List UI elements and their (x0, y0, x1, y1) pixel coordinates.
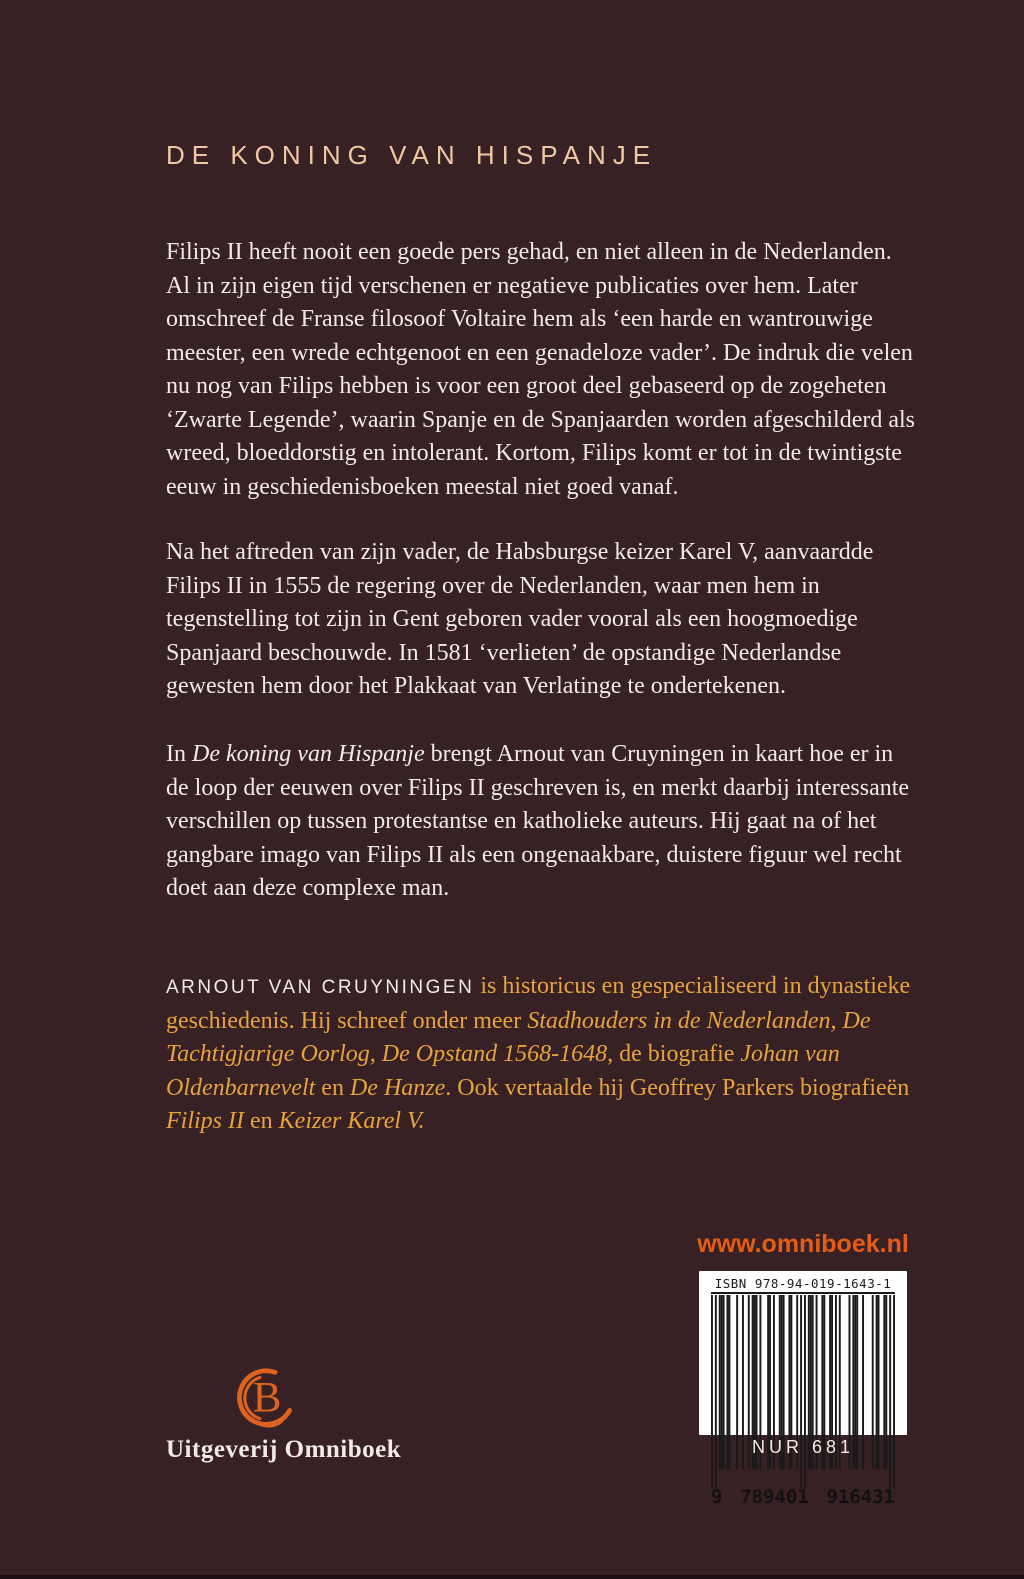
synopsis-paragraph-1: Filips II heeft nooit een goede pers gehad, en niet alleen in de Nederlanden. Al in zijn eigen tijd verschenen er negatieve publicaties over hem. Later omschreef de Franse filosoof Voltaire hem als ‘een harde en wantrouwige meester, een wrede echtgenoot en een genadeloze vader’. De indruk die velen nu nog van Filips hebben is voor een groot deel gebaseerd op de zogeheten ‘Zwarte Legende’, waarin Spanje en de Spanjaarden worden afgeschilderd als wreed, bloeddorstig en intolerant. Kortom, Filips komt er tot in de twintigste eeuw in geschiedenisboeken meestal niet goed vanaf. (166, 239, 916, 500)
isbn-label: ISBN 978-94-019-1643-1 (711, 1276, 895, 1294)
barcode-digit-group2: 916431 (826, 1485, 895, 1508)
author-bio (166, 970, 916, 1139)
barcode-bars-icon (711, 1295, 895, 1489)
publisher-name: Uitgeverij Omniboek (166, 1436, 402, 1463)
synopsis-paragraph-3: In De koning van Hispanje brengt Arnout van Cruyningen in kaart hoe er in de loop der eeuwen over Filips II geschreven is, en merkt daarbij interessante verschillen op tussen protestantse en katholieke auteurs. Hij gaat na of het gangbare imago van Filips II als een ongenaakbare, duistere figuur wel recht doet aan deze complexe man. (166, 741, 910, 901)
nur-code: NUR 681 (751, 1437, 855, 1457)
synopsis-paragraph-2: Na het aftreden van zijn vader, de Habsburgse keizer Karel V, aanvaardde Filips II in 1555 de regering over de Nederlanden, waar men hem in tegenstelling tot zijn in Gent geboren vader vooral als een hoogmoedige Spanjaard beschouwde. In 1581 ‘verlieten’ de opstandige Nederlandse gewesten hem door het Plakkaat van Verlatinge te ondertekenen. (166, 539, 874, 699)
bottom-edge-strip (0, 1575, 1024, 1579)
author-name: ARNOUT VAN CRUYNINGEN (166, 977, 475, 998)
svg-text:B: B (252, 1374, 282, 1422)
website-link[interactable]: www.omniboek.nl (697, 1230, 909, 1258)
author-bio-text: is historicus en gespecialiseerd in dynastieke geschiedenis. Hij schreef onder meer Stadhouders in de Nederlanden, De Tachtigjarige Oorlog, De Opstand 1568-1648, de biografie Johan van Oldenbarnevelt en De Hanze. Ook vertaalde hij Geoffrey Parkers biografieën Filips II en Keizer Karel V. (166, 973, 911, 1134)
barcode-digit-lead: 9 (711, 1485, 723, 1508)
barcode-digits (711, 1487, 895, 1507)
book-title: DE KONING VAN HISPANJE (166, 140, 658, 170)
barcode-digit-group1: 789401 (740, 1485, 809, 1508)
omniboek-logo-icon (230, 1360, 302, 1432)
